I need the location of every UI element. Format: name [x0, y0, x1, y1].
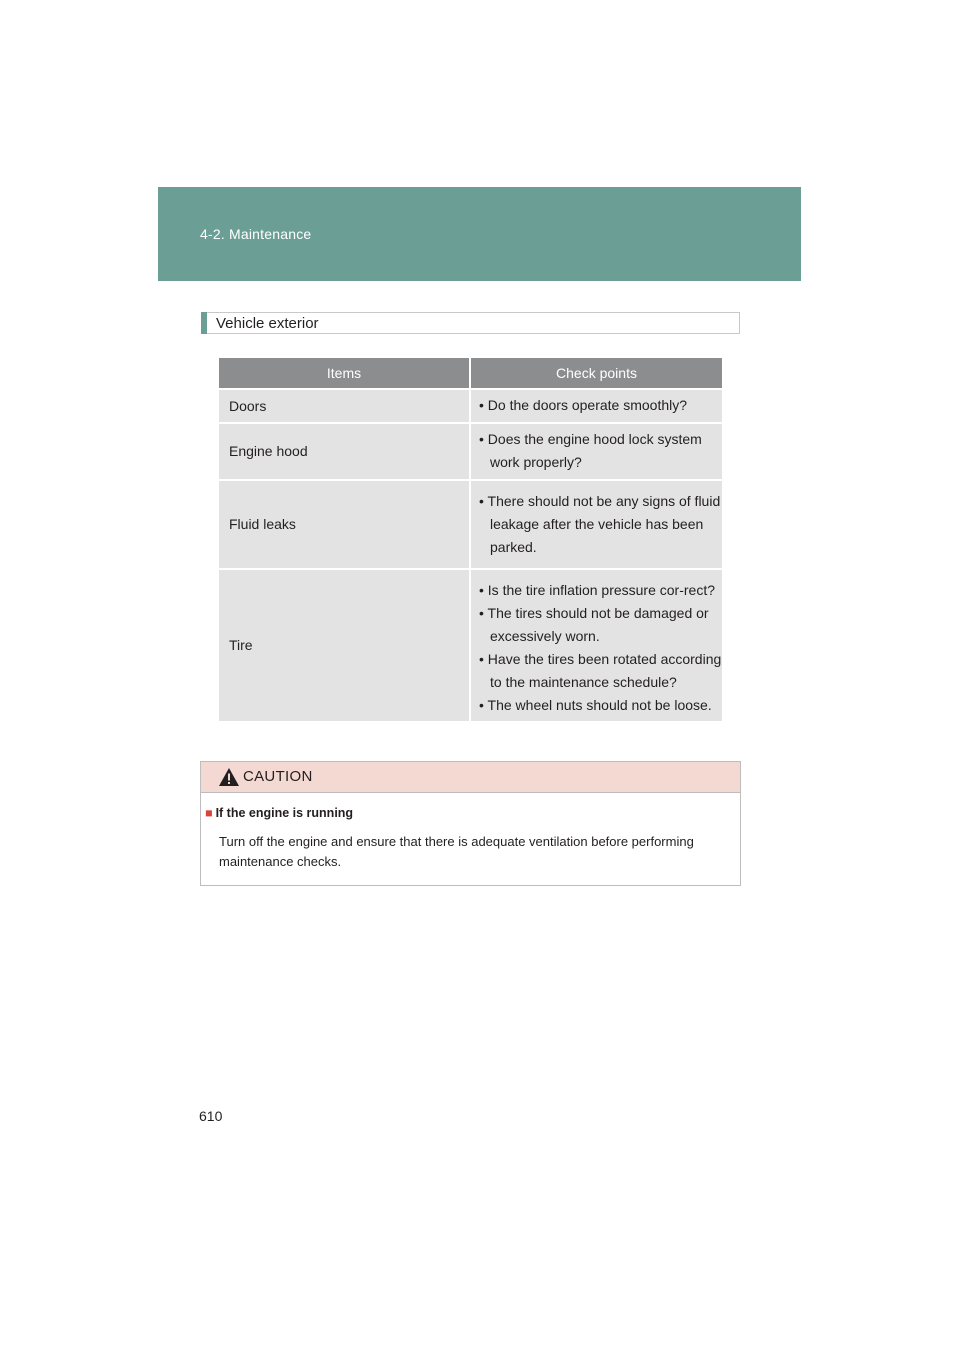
row-item-fluid-leaks: Fluid leaks — [219, 480, 470, 569]
row-item-tire: Tire — [219, 569, 470, 721]
page-number: 610 — [199, 1108, 223, 1124]
warning-triangle-icon — [218, 767, 240, 787]
column-header-items: Items — [219, 358, 470, 389]
check-point: • Have the tires been rotated according to the maintenance schedule? — [479, 651, 722, 690]
section-title-box — [201, 312, 740, 334]
table-row — [219, 569, 722, 721]
row-points-fluid-leaks — [470, 480, 722, 569]
row-item-engine-hood: Engine hood — [219, 423, 470, 480]
check-point: • There should not be any signs of fluid leakage after the vehicle has been parked. — [479, 493, 721, 555]
caution-header — [201, 762, 740, 793]
caution-subtitle: If the engine is running — [215, 806, 354, 820]
caution-label: CAUTION — [243, 768, 313, 785]
section-title: Vehicle exterior — [216, 315, 319, 332]
caution-body: Turn off the engine and ensure that there is adequate ventilation before performing maintenance checks. — [219, 834, 694, 869]
table-row — [219, 389, 722, 423]
row-points-engine-hood — [470, 423, 722, 480]
table-row — [219, 423, 722, 480]
check-table — [219, 358, 722, 721]
row-item-doors: Doors — [219, 389, 470, 423]
check-point: • Is the tire inflation pressure cor-rect? — [479, 582, 715, 598]
check-point: • The tires should not be damaged or excessively worn. — [479, 605, 709, 644]
chapter-section-title: 4-2. Maintenance — [200, 226, 312, 242]
check-point: • The wheel nuts should not be loose. — [479, 697, 712, 713]
table-header-row — [219, 358, 722, 389]
caution-subtitle-line — [205, 806, 353, 820]
check-point: • Do the doors operate smoothly? — [479, 397, 688, 413]
caution-box — [200, 761, 741, 886]
column-header-check-points: Check points — [470, 358, 722, 389]
row-points-tire — [470, 569, 722, 721]
table-row — [219, 480, 722, 569]
square-bullet-icon: ■ — [205, 806, 213, 820]
section-title-accent — [201, 312, 207, 334]
row-points-doors — [470, 389, 722, 423]
header-band — [158, 187, 801, 281]
check-point: • Does the engine hood lock system work properly? — [479, 431, 702, 470]
